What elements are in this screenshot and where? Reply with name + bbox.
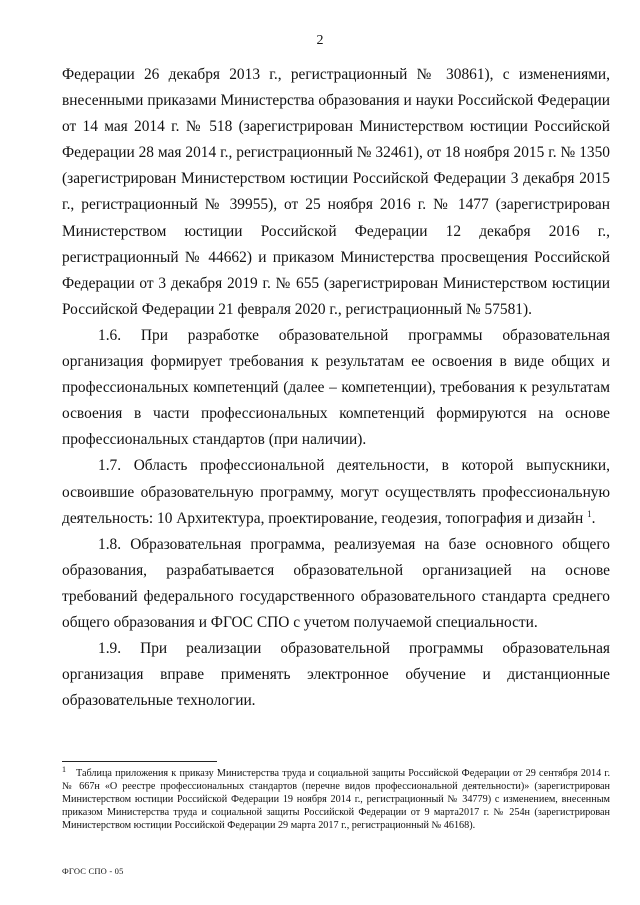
paragraph-1-7-text: 1.7. Область профессиональной деятельности, в которой выпускники, освоившие образовательную программу, могут осуществлять профессиональную деятельность: 10 Архитектура, проектирование, геодезия, топография и дизайн [62, 457, 610, 527]
paragraph-1-8: 1.8. Образовательная программа, реализуемая на базе основного общего образования, разрабатывается образовательной организацией на основе требований федерального государственного образовательного стандарта среднего общего образования и ФГОС СПО с учетом получаемой специальности. [62, 535, 610, 631]
footnote-reference[interactable]: 1 [587, 508, 592, 519]
page-number: 2 [316, 33, 324, 48]
paragraph-1-6: 1.6. При разработке образовательной программы образовательная организация формирует требования к результатам ее освоения в виде общих и профессиональных компетенций (далее – компетенции), требования к результатам освоения в части профессиональных компетенций формируются на основе профессиональных стандартов (при наличии). [62, 326, 610, 449]
footnote: 1 Таблица приложения к приказу Министерства труда и социальной защиты Российской Федерации от 29 сентября 2014 г. № 667н «О реестре профессиональных стандартов (перечне видов профессиональной деятельности)» (зарегистрирован Министерством юстиции Российской Федерации 19 ноября 2014 г., регистрационный № 34779) с изменением, внесенным приказом Министерства труда и социальной защиты Российской Федерации от 9 марта2017 г. № 254н (зарегистрирован Министерством юстиции Российской Федерации 29 марта 2017 г., регистрационный № 46168). [62, 764, 610, 831]
paragraph-continuation: Федерации 26 декабря 2013 г., регистрационный № 30861), с изменениями, внесенными приказами Министерства образования и науки Российской Федерации от 14 мая 2014 г. № 518 (зарегистрирован Министерством юстиции Российской Федерации 28 мая 2014 г., регистрационный № 32461), от 18 ноября 2015 г. № 1350 (зарегистрирован Министерством юстиции Российской Федерации 3 декабря 2015 г., регистрационный № 39955), от 25 ноября 2016 г. № 1477 (зарегистрирован Министерством юстиции Российской Федерации 12 декабря 2016 г., регистрационный № 44662) и приказом Министерства просвещения Российской Федерации от 3 декабря 2019 г. № 655 (зарегистрирован Министерством юстиции Российской Федерации 21 февраля 2020 г., регистрационный № 57581). [62, 66, 610, 318]
footnote-text: Таблица приложения к приказу Министерства труда и социальной защиты Российской Федерации от 29 сентября 2014 г. № 667н «О реестре профессиональных стандартов (перечне видов профессиональной деятельности)» (зарегистрирован Министерством юстиции Российской Федерации 19 ноября 2014 г., регистрационный № 34779) с изменением, внесенным приказом Министерства труда и социальной защиты Российской Федерации от 9 марта2017 г. № 254н (зарегистрирован Министерством юстиции Российской Федерации 29 марта 2017 г., регистрационный № 46168). [62, 768, 610, 831]
paragraph-1-9: 1.9. При реализации образовательной программы образовательная организация вправе применять электронное обучение и дистанционные образовательные технологии. [62, 640, 610, 710]
paragraph-1-7-end: . [591, 509, 596, 527]
paragraph-1-7 [62, 453, 610, 531]
footnote-separator [62, 761, 217, 762]
document-code: ФГОС СПО - 05 [62, 866, 124, 876]
document-body [62, 62, 610, 714]
